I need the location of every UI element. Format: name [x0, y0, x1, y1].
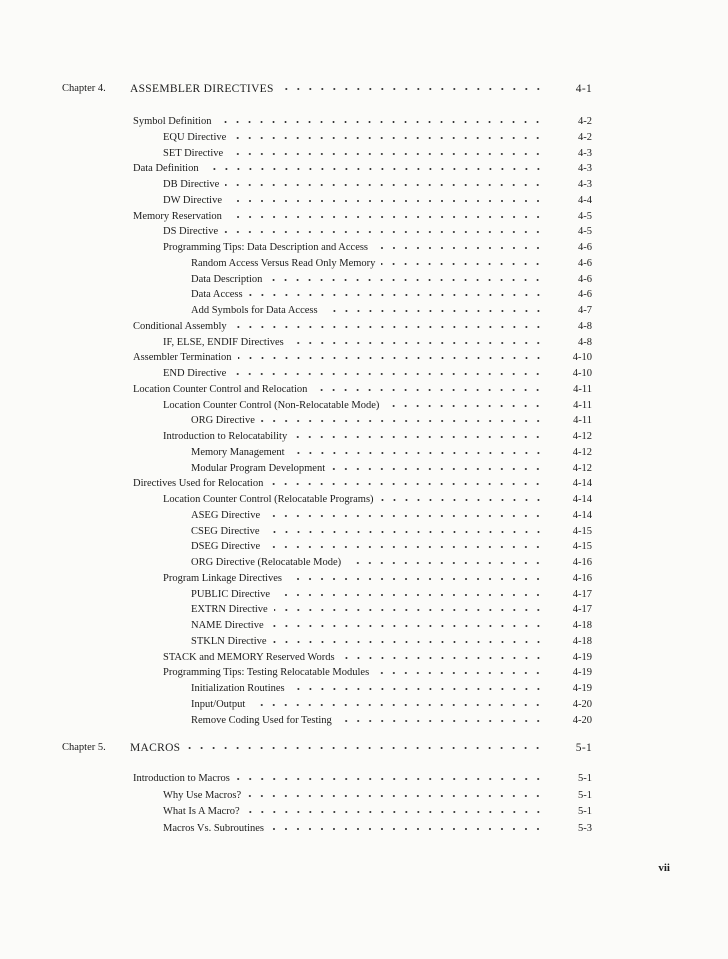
toc-entry: [163, 650, 592, 666]
toc-entry-page: 4-14: [572, 494, 592, 505]
toc-entry-title: DSEG Directive: [191, 541, 261, 553]
toc-entry-title: Introduction to Macros: [133, 773, 230, 784]
toc-entry: [133, 350, 592, 366]
toc-entry-page: 4-3: [578, 147, 592, 159]
toc-entry-page: 4-7: [578, 305, 592, 316]
toc-entry-page: 4-17: [572, 604, 592, 616]
toc-entry: [191, 618, 592, 634]
toc-entry-title: Modular Program Development: [191, 462, 326, 474]
toc-entry-page: 4-16: [572, 572, 592, 584]
toc-entry: [163, 177, 592, 193]
toc-entry: [191, 303, 592, 319]
dot-leader: [266, 543, 544, 551]
dot-leader: [246, 808, 544, 816]
dot-leader: [233, 323, 544, 331]
toc-entry-page: 4-8: [578, 336, 592, 348]
toc-entry-page: 4-6: [578, 242, 592, 253]
toc-entry: [163, 571, 592, 587]
toc-entry-title: Symbol Definition: [133, 116, 212, 127]
dot-leader: [224, 228, 544, 236]
toc-entry-title: DB Directive: [163, 179, 220, 190]
toc-entry: [133, 771, 592, 787]
page-number: vii: [658, 862, 670, 874]
toc-entry-title: IF, ELSE, ENDIF Directives: [163, 336, 284, 348]
toc-entry-title: Conditional Assembly: [133, 320, 227, 332]
toc-entry-title: Remove Coding Used for Testing: [191, 714, 332, 726]
toc-entry: [191, 539, 592, 555]
toc-entry: [133, 161, 592, 177]
toc-entry-title: DS Directive: [163, 226, 219, 238]
toc-entry-title: Introduction to Relocatability: [163, 431, 288, 442]
toc-entry-title: NAME Directive: [191, 620, 264, 631]
dot-leader: [381, 260, 544, 268]
toc-entry-title: PUBLIC Directive: [191, 588, 271, 600]
toc-entry-page: 5-3: [578, 822, 592, 834]
dot-leader: [290, 339, 544, 347]
toc-entry: [191, 445, 592, 461]
toc-entry-page: 4-20: [572, 698, 592, 710]
dot-leader: [205, 165, 544, 173]
chapter-title: MACROS: [130, 742, 181, 754]
toc-entry-page: 4-5: [578, 210, 592, 222]
toc-entry-page: 4-15: [572, 525, 592, 537]
chapter-page: 5-1: [575, 742, 592, 754]
toc-entry-page: 4-18: [572, 635, 592, 647]
toc-entry-title: STACK and MEMORY Reserved Words: [163, 651, 335, 663]
toc-entry-page: 4-3: [578, 179, 592, 190]
toc-entry-page: 4-18: [572, 620, 592, 631]
dot-leader: [331, 465, 544, 473]
toc-entry: [133, 209, 592, 225]
toc-entry: [163, 492, 592, 508]
toc-entry: [163, 130, 592, 146]
toc-entry-title: Data Access: [191, 289, 243, 301]
toc-entry-page: 4-10: [572, 352, 592, 364]
dot-leader: [270, 825, 544, 833]
toc-entry: [163, 193, 592, 209]
dot-leader: [225, 181, 544, 189]
chapter-label: Chapter 5.: [62, 742, 106, 753]
dot-leader: [273, 638, 544, 646]
toc-entry-page: 4-12: [572, 431, 592, 442]
toc-entry-page: 4-6: [578, 289, 592, 301]
dot-leader: [274, 606, 544, 614]
toc-entry-title: Why Use Macros?: [163, 789, 242, 801]
dot-leader: [217, 118, 544, 126]
dot-leader: [238, 354, 544, 362]
dot-leader: [313, 386, 544, 394]
toc-entry-title: Data Definition: [133, 163, 199, 175]
toc-entry: [191, 272, 592, 288]
toc-entry: [191, 555, 592, 571]
toc-entry-title: Add Symbols for Data Access: [191, 305, 318, 316]
toc-entry-title: ORG Directive (Relocatable Mode): [191, 557, 342, 568]
dot-leader: [228, 213, 544, 221]
dot-leader: [385, 402, 544, 410]
toc-entry: [163, 146, 592, 162]
toc-entry-page: 4-14: [572, 478, 592, 490]
dot-leader: [236, 775, 544, 783]
toc-entry-title: DW Directive: [163, 194, 222, 206]
chapter-heading: [130, 81, 592, 97]
toc-entry: [133, 114, 592, 130]
toc-entry-title: SET Directive: [163, 147, 224, 159]
toc-entry-title: Assembler Termination: [133, 352, 232, 364]
toc-entry-title: STKLN Directive: [191, 635, 267, 647]
toc-entry-page: 4-8: [578, 320, 592, 332]
dot-leader: [341, 654, 544, 662]
toc-entry-page: 4-17: [572, 588, 592, 600]
toc-entry-title: Memory Management: [191, 446, 285, 458]
toc-entry: [163, 788, 592, 804]
toc-entry: [191, 287, 592, 303]
toc-entry-page: 4-2: [578, 131, 592, 143]
dot-leader: [266, 528, 544, 536]
toc-entry-title: Location Counter Control (Relocatable Programs): [163, 494, 374, 505]
toc-entry: [163, 224, 592, 240]
toc-entry: [133, 476, 592, 492]
dot-leader: [229, 150, 544, 158]
toc-entry-title: Location Counter Control (Non-Relocatable Mode): [163, 399, 380, 411]
toc-entry-page: 4-19: [572, 683, 592, 694]
dot-leader: [266, 512, 544, 520]
chapter-heading: [130, 740, 592, 756]
dot-leader: [232, 370, 544, 378]
dot-leader: [186, 744, 544, 752]
toc-entry: [191, 634, 592, 650]
toc-entry: [163, 398, 592, 414]
dot-leader: [249, 291, 544, 299]
toc-entry-title: Input/Output: [191, 698, 246, 710]
dot-leader: [291, 685, 544, 693]
toc-entry-page: 4-16: [572, 557, 592, 568]
chapter-title: ASSEMBLER DIRECTIVES: [130, 83, 274, 95]
toc-entry: [163, 665, 592, 681]
toc-entry-page: 5-1: [578, 806, 592, 817]
toc-entry-page: 4-10: [572, 368, 592, 379]
toc-entry: [191, 524, 592, 540]
toc-entry-title: Memory Reservation: [133, 210, 222, 222]
dot-leader: [280, 85, 544, 93]
toc-entry-title: EXTRN Directive: [191, 604, 268, 616]
dot-leader: [269, 480, 544, 488]
toc-entry-page: 4-5: [578, 226, 592, 238]
dot-leader: [293, 433, 544, 441]
dot-leader: [288, 575, 544, 583]
toc-entry-title: Directives Used for Relocation: [133, 478, 264, 490]
toc-entry-title: Program Linkage Directives: [163, 572, 282, 584]
toc-entry-title: Location Counter Control and Relocation: [133, 383, 308, 395]
dot-leader: [247, 792, 544, 800]
dot-leader: [268, 276, 544, 284]
toc-entry-title: Macros Vs. Subroutines: [163, 822, 265, 834]
toc-entry: [191, 697, 592, 713]
toc-entry: [163, 240, 592, 256]
toc-entry: [191, 587, 592, 603]
toc-entry: [191, 413, 592, 429]
toc-entry-page: 4-19: [572, 651, 592, 663]
toc-entry-page: 4-6: [578, 273, 592, 285]
toc-entry-page: 4-2: [578, 116, 592, 127]
toc-entry-title: Random Access Versus Read Only Memory: [191, 257, 376, 269]
chapter-page: 4-1: [575, 83, 592, 95]
toc-entry: [191, 256, 592, 272]
dot-leader: [261, 417, 544, 425]
toc-entry: [191, 602, 592, 618]
dot-leader: [380, 496, 544, 504]
toc-entry-title: What Is A Macro?: [163, 806, 240, 817]
toc-entry-page: 4-11: [573, 415, 592, 427]
toc-entry-title: CSEG Directive: [191, 525, 260, 537]
toc-entry-page: 4-20: [572, 714, 592, 726]
toc-entry-page: 4-12: [572, 446, 592, 458]
toc-entry: [133, 319, 592, 335]
dot-leader: [251, 701, 544, 709]
toc-entry: [191, 681, 592, 697]
dot-leader: [228, 197, 544, 205]
toc-entry-title: Programming Tips: Data Description and Access: [163, 242, 369, 253]
toc-entry-page: 5-1: [578, 773, 592, 784]
dot-leader: [270, 622, 544, 630]
dot-leader: [374, 244, 544, 252]
toc-entry-title: EQU Directive: [163, 131, 227, 143]
toc-entry-title: Data Description: [191, 273, 263, 285]
toc-entry: [163, 804, 592, 820]
dot-leader: [338, 717, 544, 725]
toc-entry: [163, 429, 592, 445]
dot-leader: [232, 134, 544, 142]
toc-entry: [163, 335, 592, 351]
toc-entry-title: END Directive: [163, 368, 227, 379]
toc-entry-page: 4-19: [572, 667, 592, 679]
toc-entry-title: Initialization Routines: [191, 683, 285, 694]
toc-entry: [133, 382, 592, 398]
dot-leader: [375, 669, 544, 677]
toc-entry: [191, 713, 592, 729]
dot-leader: [291, 449, 544, 457]
toc-entry-page: 4-11: [573, 383, 592, 395]
toc-entry-title: ORG Directive: [191, 415, 255, 427]
toc-entry-title: Programming Tips: Testing Relocatable Modules: [163, 667, 370, 679]
toc-entry-page: 4-3: [578, 163, 592, 175]
toc-entry-page: 4-6: [578, 257, 592, 269]
toc-entry: [163, 366, 592, 382]
toc-entry: [191, 508, 592, 524]
dot-leader: [324, 307, 544, 315]
toc-entry: [163, 821, 592, 837]
toc-entry-page: 4-15: [572, 541, 592, 553]
toc-entry-page: 4-12: [572, 462, 592, 474]
toc-entry-page: 4-11: [573, 399, 592, 411]
toc-entry-page: 4-14: [572, 509, 592, 521]
chapter-label: Chapter 4.: [62, 83, 106, 94]
toc-entry: [191, 461, 592, 477]
dot-leader: [347, 559, 544, 567]
dot-leader: [276, 591, 544, 599]
toc-entry-page: 4-4: [578, 194, 592, 206]
toc-entry-page: 5-1: [578, 789, 592, 801]
toc-entry-title: ASEG Directive: [191, 509, 261, 521]
